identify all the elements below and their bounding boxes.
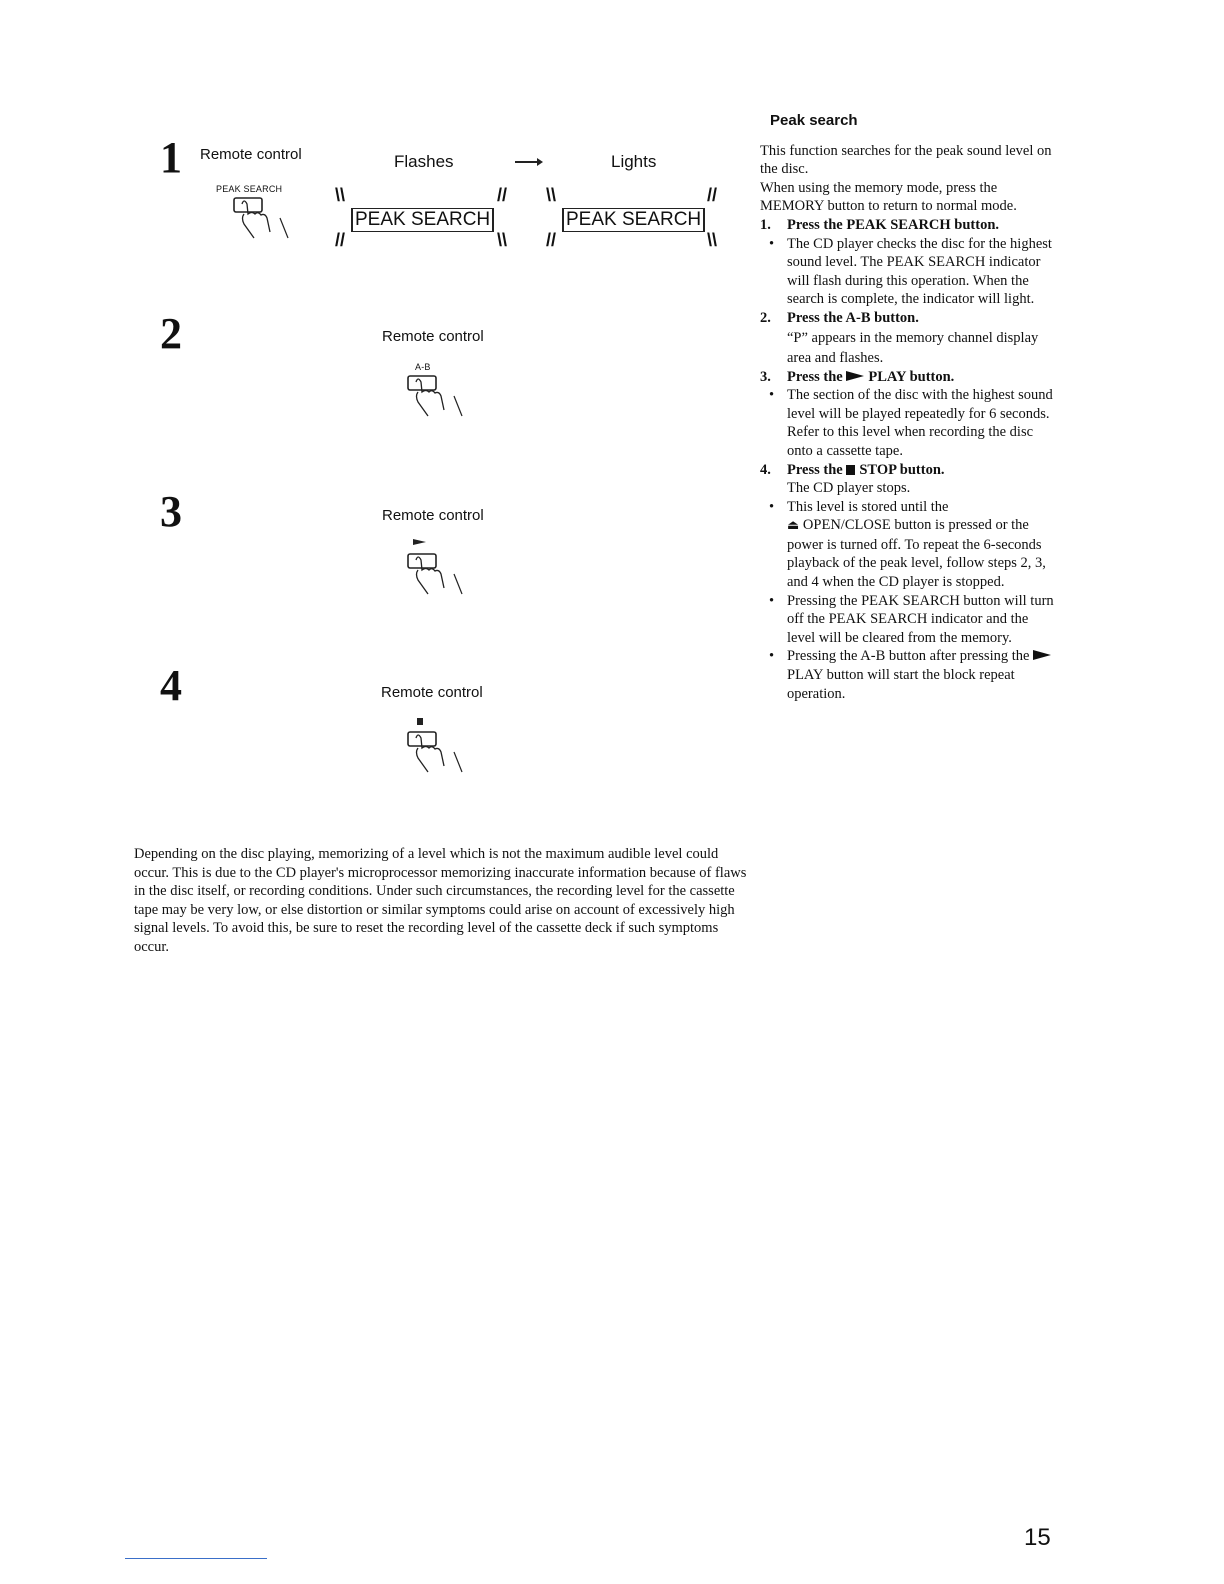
play-icon <box>846 371 864 381</box>
memory-mode-note: When using the memory mode, press the MEMORY button to return to normal mode. <box>760 179 1017 215</box>
footer-rule <box>125 1558 267 1559</box>
list-item: • This level is stored until the ⏏ OPEN/CLOSE button is pressed or the power is turned off. To repeat the 6-seconds playback of the peak level, follow steps 2, 3, and 4 when the CD player is stopped. <box>769 498 1046 591</box>
instruction-step-2: 2. Press the A-B button. <box>760 309 919 326</box>
hand-press-icon <box>228 194 298 242</box>
flash-ray-icon: \\ <box>497 230 508 250</box>
flash-ray-icon: \\ <box>335 185 346 205</box>
page-number: 15 <box>1024 1524 1051 1551</box>
flash-ray-icon: // <box>497 185 508 205</box>
arrowhead-icon <box>537 158 543 166</box>
stop-icon <box>417 718 423 725</box>
step1-remote-control-label: Remote control <box>200 146 302 163</box>
flash-ray-icon: \\ <box>707 230 718 250</box>
step-number-2: 2 <box>160 309 182 358</box>
flash-ray-icon: \\ <box>546 185 557 205</box>
step-number-3: 3 <box>160 487 182 536</box>
stop-icon <box>846 465 855 475</box>
step2-remote-control-label: Remote control <box>382 328 484 345</box>
section-heading: Peak search <box>770 112 858 129</box>
step-number-4: 4 <box>160 661 182 710</box>
list-item: • The section of the disc with the highest sound level will be played repeatedly for 6 seconds. Refer to this level when recording the disc onto a cassette tape. <box>769 387 1053 459</box>
step2-detail: “P” appears in the memory channel display area and flashes. <box>787 329 1039 366</box>
step-number-1: 1 <box>160 133 182 182</box>
peak-search-button-label: PEAK SEARCH <box>216 184 283 194</box>
ab-button-label: A-B <box>415 362 431 372</box>
peak-search-section <box>760 112 1060 703</box>
hand-press-icon <box>402 728 472 776</box>
hand-press-icon <box>402 372 472 420</box>
list-item: • The CD player checks the disc for the highest sound level. The PEAK SEARCH indicator will flash during this operation. When the search is complete, the indicator will light. <box>769 235 1052 308</box>
peak-search-indicator-lit: PEAK SEARCH <box>562 208 705 232</box>
list-item: • Pressing the PEAK SEARCH button will turn off the PEAK SEARCH indicator and the level will be cleared from the memory. <box>769 592 1054 646</box>
step4-detail: The CD player stops. <box>787 480 911 497</box>
instruction-step-4: 4. Press the STOP button. <box>760 461 945 478</box>
flash-ray-icon: // <box>546 230 557 250</box>
flash-ray-icon: // <box>335 230 346 250</box>
list-item: • Pressing the A-B button after pressing the PLAY button will start the block repeat operation. <box>760 647 1060 703</box>
arrow-right-icon <box>515 161 539 163</box>
flashes-label: Flashes <box>394 152 454 171</box>
lights-label: Lights <box>611 152 657 171</box>
intro-paragraph: This function searches for the peak sound level on the disc. <box>760 142 1052 178</box>
instruction-step-1: 1. Press the PEAK SEARCH button. <box>760 216 1000 233</box>
note-paragraph: Depending on the disc playing, memorizing of a level which is not the maximum audible level could occur. This is due to the CD player's microprocessor memorizing inaccurate information because of flaws in the disc itself, or recording conditions. Under such circumstances, the recording level for the cassette tape may be very low, or else distortion or similar symptoms could arise on account of excessively high signal levels. To avoid this, be sure to reset the recording level of the cassette deck if such symptoms occur. <box>134 846 747 955</box>
step3-remote-control-label: Remote control <box>382 507 484 524</box>
play-icon <box>413 539 426 545</box>
step4-remote-control-label: Remote control <box>381 684 483 701</box>
eject-icon: ⏏ <box>787 518 800 534</box>
peak-search-indicator-flashing: PEAK SEARCH <box>351 208 494 232</box>
flash-ray-icon: // <box>707 185 718 205</box>
play-icon <box>1033 650 1051 660</box>
hand-press-icon <box>402 550 472 598</box>
instruction-step-3: 3. Press the PLAY button. <box>760 368 955 385</box>
